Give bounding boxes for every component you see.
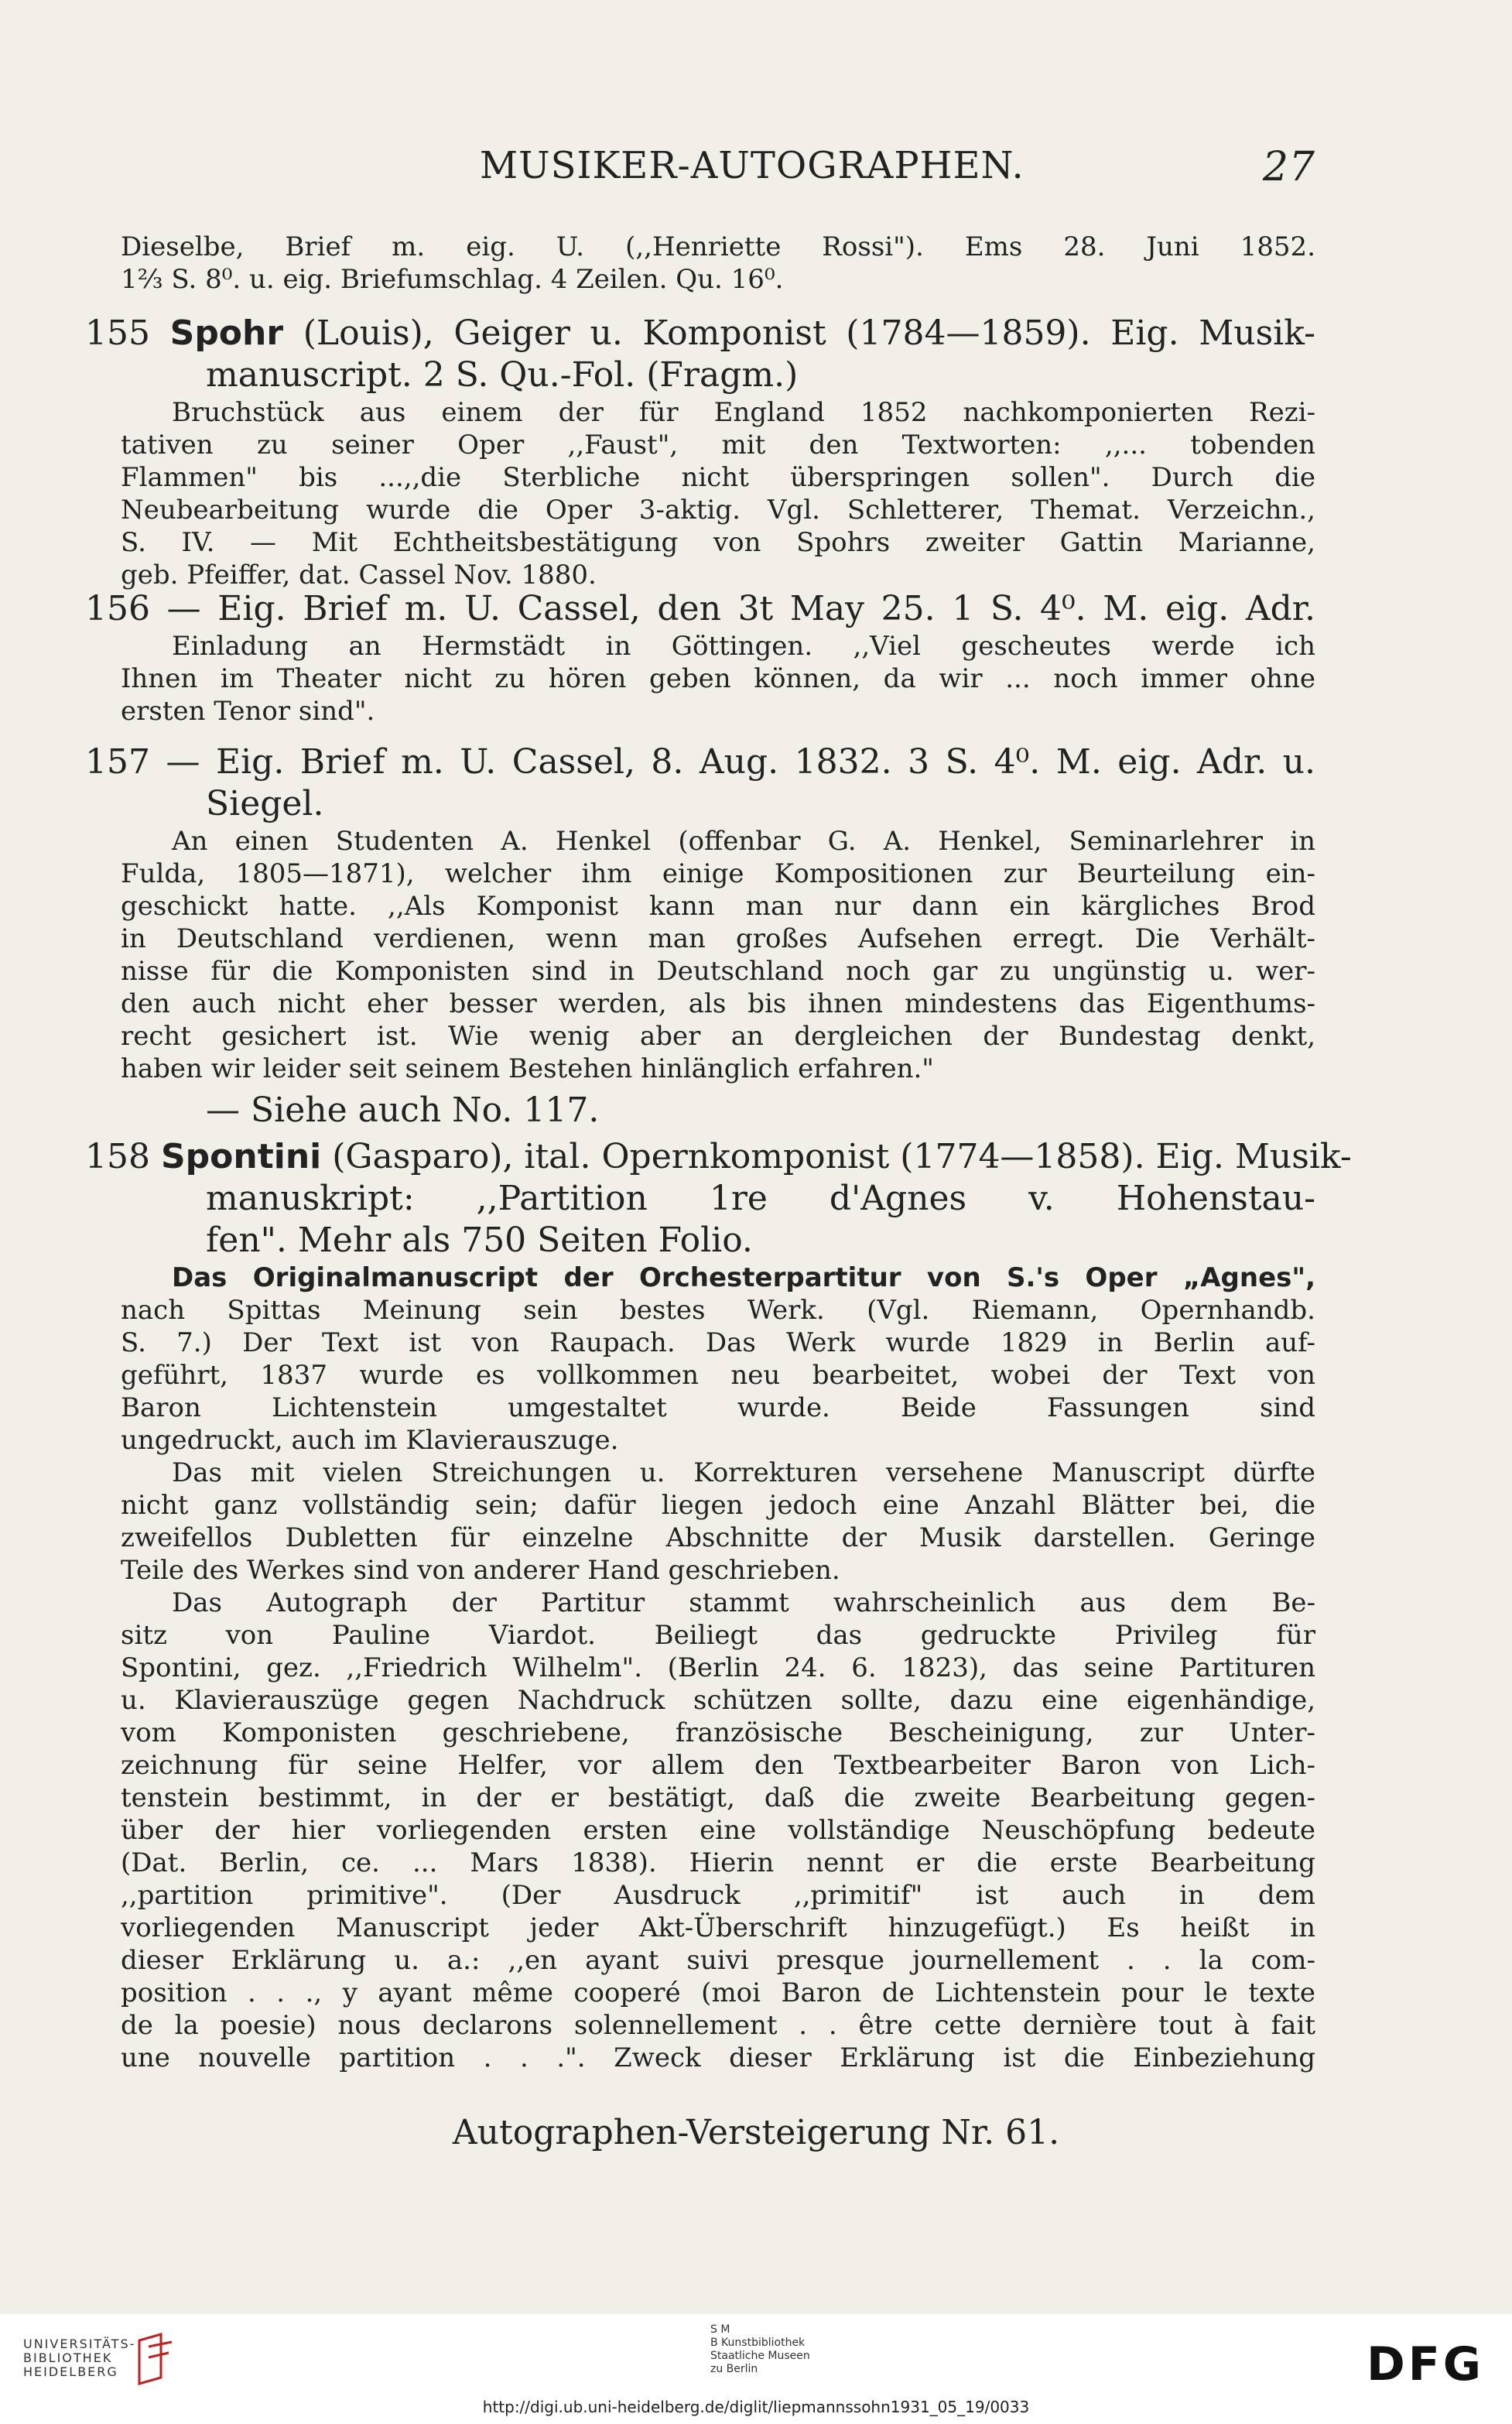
text-line: An einen Studenten A. Henkel (offenbar G. A. Henkel, Seminarlehrer in bbox=[172, 826, 1315, 857]
stamp-line: S M bbox=[710, 2323, 730, 2336]
text-line: geschickt hatte. ,,Als Komponist kann man nur dann ein kärgliches Brod bbox=[121, 891, 1315, 922]
page-number: 27 bbox=[1262, 144, 1315, 190]
text-line: recht gesichert ist. Wie wenig aber an dergleichen der Bundestag denkt, bbox=[121, 1021, 1315, 1052]
entry-number: 157 bbox=[85, 742, 150, 782]
entry-157 bbox=[85, 741, 1315, 1132]
text-line: u. Klavierauszüge gegen Nachdruck schützen sollte, dazu eine eigenhändige, bbox=[121, 1685, 1315, 1716]
text-line: zweifellos Dubletten für einzelne Abschnitte der Musik darstellen. Geringe bbox=[121, 1522, 1315, 1553]
stamp-line: B Kunstbibliothek bbox=[710, 2337, 806, 2349]
text-line: S. 7.) Der Text ist von Raupach. Das Werk wurde 1829 in Berlin auf- bbox=[121, 1327, 1315, 1358]
catalogue-footer: Autographen-Versteigerung Nr. 61. bbox=[452, 2113, 1060, 2152]
text-line: Neubearbeitung wurde die Oper 3-aktig. Vgl. Schletterer, Themat. Verzeichn., bbox=[121, 495, 1315, 526]
text-line: Spontini, gez. ,,Friedrich Wilhelm". (Berlin 24. 6. 1823), das seine Partituren bbox=[121, 1652, 1315, 1683]
text-line: Dieselbe, Brief m. eig. U. (,,Henriette Rossi"). Ems 28. Juni 1852. bbox=[121, 231, 1315, 262]
entry-heading-text: — Eig. Brief m. U. Cassel, den 3t May 25. 1 S. 4⁰. M. eig. Adr. bbox=[166, 589, 1315, 628]
text-line: ,,partition primitive". (Der Ausdruck ,,primitif" ist auch in dem bbox=[121, 1880, 1315, 1911]
text-line: nach Spittas Meinung sein bestes Werk. (Vgl. Riemann, Opernhandb. bbox=[121, 1295, 1315, 1326]
entry-heading-cont: manuscript. 2 S. Qu.-Fol. (Fragm.) bbox=[206, 355, 799, 395]
source-url[interactable]: http://digi.ub.uni-heidelberg.de/diglit/liepmannssohn1931_05_19/0033 bbox=[482, 2398, 1030, 2416]
entry-155 bbox=[85, 313, 1315, 591]
text-line: Ihnen im Theater nicht zu hören geben können, da wir ... noch immer ohne bbox=[121, 663, 1315, 694]
text-line: Das Autograph der Partitur stammt wahrscheinlich aus dem Be- bbox=[172, 1587, 1315, 1618]
text-line: S. IV. — Mit Echtheitsbestätigung von Spohrs zweiter Gattin Marianne, bbox=[121, 527, 1315, 558]
dfg-logo: DFG bbox=[1366, 2337, 1484, 2391]
entry-heading-cont: fen". Mehr als 750 Seiten Folio. bbox=[206, 1221, 753, 1260]
text-line: tativen zu seiner Oper ,,Faust", mit den Textworten: ,,... tobenden bbox=[121, 430, 1315, 460]
text-line: position . . ., y ayant même cooperé (moi Baron de Lichtenstein pour le texte bbox=[121, 1977, 1315, 2008]
entry-heading-text: — Eig. Brief m. U. Cassel, 8. Aug. 1832. 3 S. 4⁰. M. eig. Adr. u. bbox=[166, 742, 1315, 782]
entry-heading-text: (Louis), Geiger u. Komponist (1784—1859). Eig. Musik- bbox=[283, 313, 1315, 353]
page-header bbox=[480, 144, 1315, 190]
text-line: Fulda, 1805—1871), welcher ihm einige Kompositionen zur Beurteilung ein- bbox=[121, 858, 1315, 889]
stamp-line: Staatliche Museen bbox=[710, 2350, 810, 2362]
text-line: nicht ganz vollständig sein; dafür liegen jedoch eine Anzahl Blätter bei, die bbox=[121, 1490, 1315, 1521]
text-line: geb. Pfeiffer, dat. Cassel Nov. 1880. bbox=[121, 560, 597, 591]
entry-number: 158 bbox=[85, 1137, 150, 1176]
text-line: geführt, 1837 wurde es vollkommen neu bearbeitet, wobei der Text von bbox=[121, 1360, 1315, 1391]
text-line: nisse für die Komponisten sind in Deutschland noch gar zu ungünstig u. wer- bbox=[121, 956, 1315, 987]
intro-entry bbox=[121, 231, 1315, 296]
text-line: Baron Lichtenstein umgestaltet wurde. Beide Fassungen sind bbox=[121, 1392, 1315, 1423]
text-line: in Deutschland verdienen, wenn man großes Aufsehen erregt. Die Verhält- bbox=[121, 923, 1315, 954]
entry-158 bbox=[85, 1136, 1352, 2074]
text-line: ersten Tenor sind". bbox=[121, 696, 375, 727]
entry-heading bbox=[85, 313, 1315, 354]
text-line: dieser Erklärung u. a.: ,,en ayant suivi presque journellement . . la com- bbox=[121, 1945, 1315, 1976]
entry-heading bbox=[85, 741, 1315, 783]
text-line: sitz von Pauline Viardot. Beiliegt das gedruckte Privileg für bbox=[121, 1620, 1315, 1651]
entry-heading bbox=[85, 588, 1315, 630]
entry-number: 156 bbox=[85, 589, 150, 628]
text-line: Bruchstück aus einem der für England 1852 nachkomponierten Rezi- bbox=[172, 397, 1315, 428]
text-line: den auch nicht eher besser werden, als bis ihnen mindestens das Eigenthums- bbox=[121, 988, 1315, 1019]
entry-156 bbox=[85, 588, 1315, 728]
text-line: 1⅔ S. 8⁰. u. eig. Briefumschlag. 4 Zeilen. Qu. 16⁰. bbox=[121, 264, 784, 295]
entry-heading-cont: Siegel. bbox=[206, 784, 324, 823]
viewer-footer bbox=[0, 2314, 1512, 2424]
library-stamp bbox=[710, 2323, 810, 2376]
entry-heading bbox=[85, 1136, 1352, 1178]
text-line: zeichnung für seine Helfer, vor allem den Textbearbeiter Baron von Lich- bbox=[121, 1750, 1315, 1781]
text-line: vom Komponisten geschriebene, französische Bescheinigung, zur Unter- bbox=[121, 1717, 1315, 1748]
text-line: vorliegenden Manuscript jeder Akt-Überschrift hinzugefügt.) Es heißt in bbox=[121, 1912, 1315, 1943]
text-line: Teile des Werkes sind von anderer Hand geschrieben. bbox=[121, 1555, 840, 1586]
see-also: — Siehe auch No. 117. bbox=[206, 1090, 600, 1130]
text-line: haben wir leider seit seinem Bestehen hinlänglich erfahren." bbox=[121, 1053, 934, 1084]
text-line: Einladung an Hermstädt in Göttingen. ,,Viel gescheutes werde ich bbox=[172, 631, 1315, 662]
entry-number: 155 bbox=[85, 313, 150, 353]
text-line: une nouvelle partition . . .". Zweck dieser Erklärung ist die Einbeziehung bbox=[121, 2042, 1315, 2073]
text-line: (Dat. Berlin, ce. ... Mars 1838). Hierin nennt er die erste Bearbeitung bbox=[121, 1847, 1315, 1878]
entry-heading-cont: manuskript: ,,Partition 1re d'Agnes v. Hohenstau- bbox=[206, 1179, 1315, 1218]
text-line: Das mit vielen Streichungen u. Korrekturen versehene Manuscript dürfte bbox=[172, 1457, 1315, 1488]
logo-text-line: HEIDELBERG bbox=[23, 2364, 118, 2379]
logo-text-line: BIBLIOTHEK bbox=[23, 2350, 113, 2365]
text-line: ungedruckt, auch im Klavierauszuge. bbox=[121, 1425, 619, 1456]
bold-lead-line: Das Originalmanuscript der Orchesterpartitur von S.'s Oper „Agnes", bbox=[172, 1262, 1315, 1293]
stamp-line: zu Berlin bbox=[710, 2363, 758, 2375]
entry-heading-text: (Gasparo), ital. Opernkomponist (1774—1858). Eig. Musik- bbox=[321, 1137, 1352, 1176]
text-line: über der hier vorliegenden ersten eine vollständige Neuschöpfung bedeute bbox=[121, 1815, 1315, 1846]
text-line: de la poesie) nous declarons solennellement . . être cette dernière tout à fait bbox=[121, 2010, 1315, 2041]
library-emblem-icon bbox=[133, 2331, 180, 2387]
running-title: MUSIKER-AUTOGRAPHEN. bbox=[480, 144, 1025, 187]
text-line: tenstein bestimmt, in der er bestätigt, daß die zweite Bearbeitung gegen- bbox=[121, 1782, 1315, 1813]
university-library-logo bbox=[23, 2337, 135, 2379]
composer-name: Spohr bbox=[169, 313, 284, 353]
composer-name: Spontini bbox=[160, 1137, 322, 1176]
logo-text-line: UNIVERSITÄTS- bbox=[23, 2337, 136, 2351]
text-line: Flammen" bis ...,,die Sterbliche nicht überspringen sollen". Durch die bbox=[121, 462, 1315, 493]
